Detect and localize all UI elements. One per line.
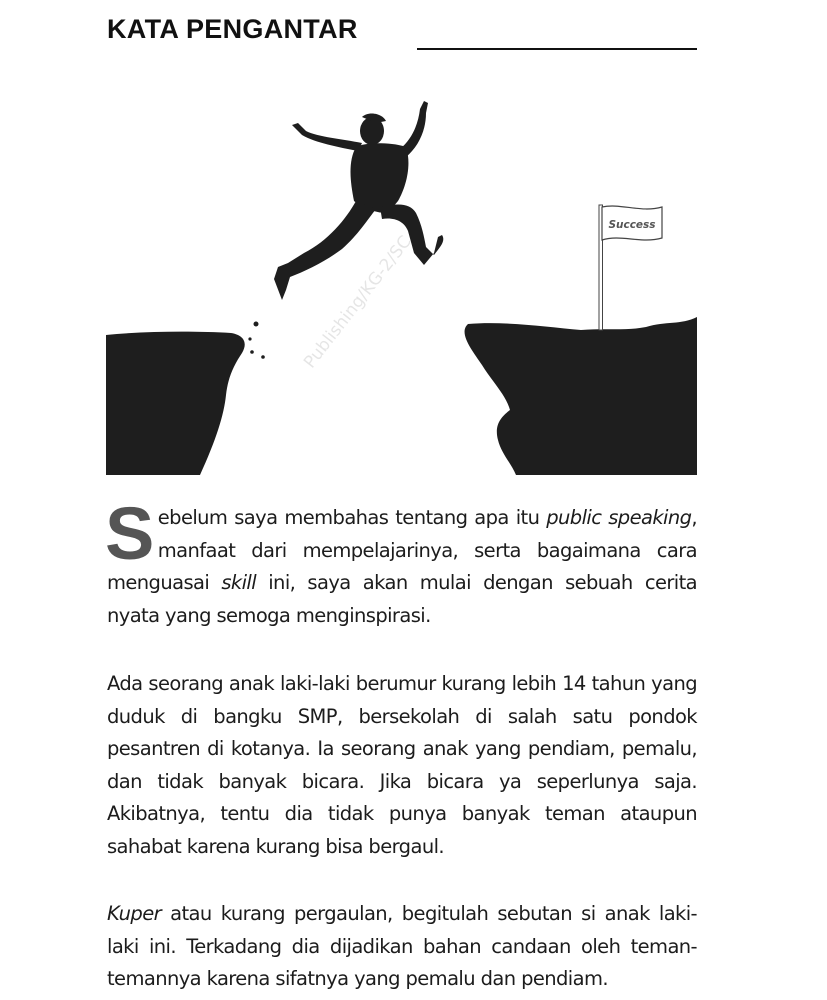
right-cliff-icon xyxy=(465,317,697,475)
cliff-jump-illustration xyxy=(106,95,697,475)
watermark: Publishing/KG-2/SC xyxy=(300,232,416,373)
text-segment: ini, saya akan mulai dengan sebuah cerita nyata yang semoga menginspirasi. xyxy=(107,571,697,627)
left-cliff-icon xyxy=(106,332,245,475)
page-title: KATA PENGANTAR xyxy=(107,14,358,44)
svg-text:Success: Success xyxy=(608,219,656,231)
text-segment: , manfaat dari mempelajarinya, serta bagaimana cara menguasai xyxy=(107,506,697,594)
page-header xyxy=(107,10,697,50)
paragraph-2 xyxy=(107,668,697,863)
italic-term: skill xyxy=(221,571,257,594)
paragraph-1 xyxy=(105,492,697,632)
header-rule-divider xyxy=(417,48,697,50)
text-segment: Ada seorang anak laki-laki berumur kurang lebih 14 tahun yang duduk di bangku SMP, bersekolah di salah satu pondok pesantren di kotanya. Ia seorang anak yang pendiam, pemalu, dan tidak banyak bicara. Jika bicara ya seperlunya saja. Akibatnya, tentu dia tidak punya banyak teman ataupun sahabat karena kurang bisa bergaul. xyxy=(107,672,697,858)
text-segment: atau kurang pergaulan, begitulah sebutan si anak laki-laki ini. Terkadang dia dijadikan bahan candaan oleh teman-temannya karena sifatnya yang pemalu dan pendiam. xyxy=(107,902,697,990)
drop-cap: S xyxy=(105,492,154,575)
paragraph-3 xyxy=(107,898,697,996)
text-segment: ebelum saya membahas tentang apa itu xyxy=(157,506,547,529)
italic-term: public speaking xyxy=(546,506,692,529)
jumping-man-icon xyxy=(274,101,443,300)
italic-term: Kuper xyxy=(107,902,162,925)
